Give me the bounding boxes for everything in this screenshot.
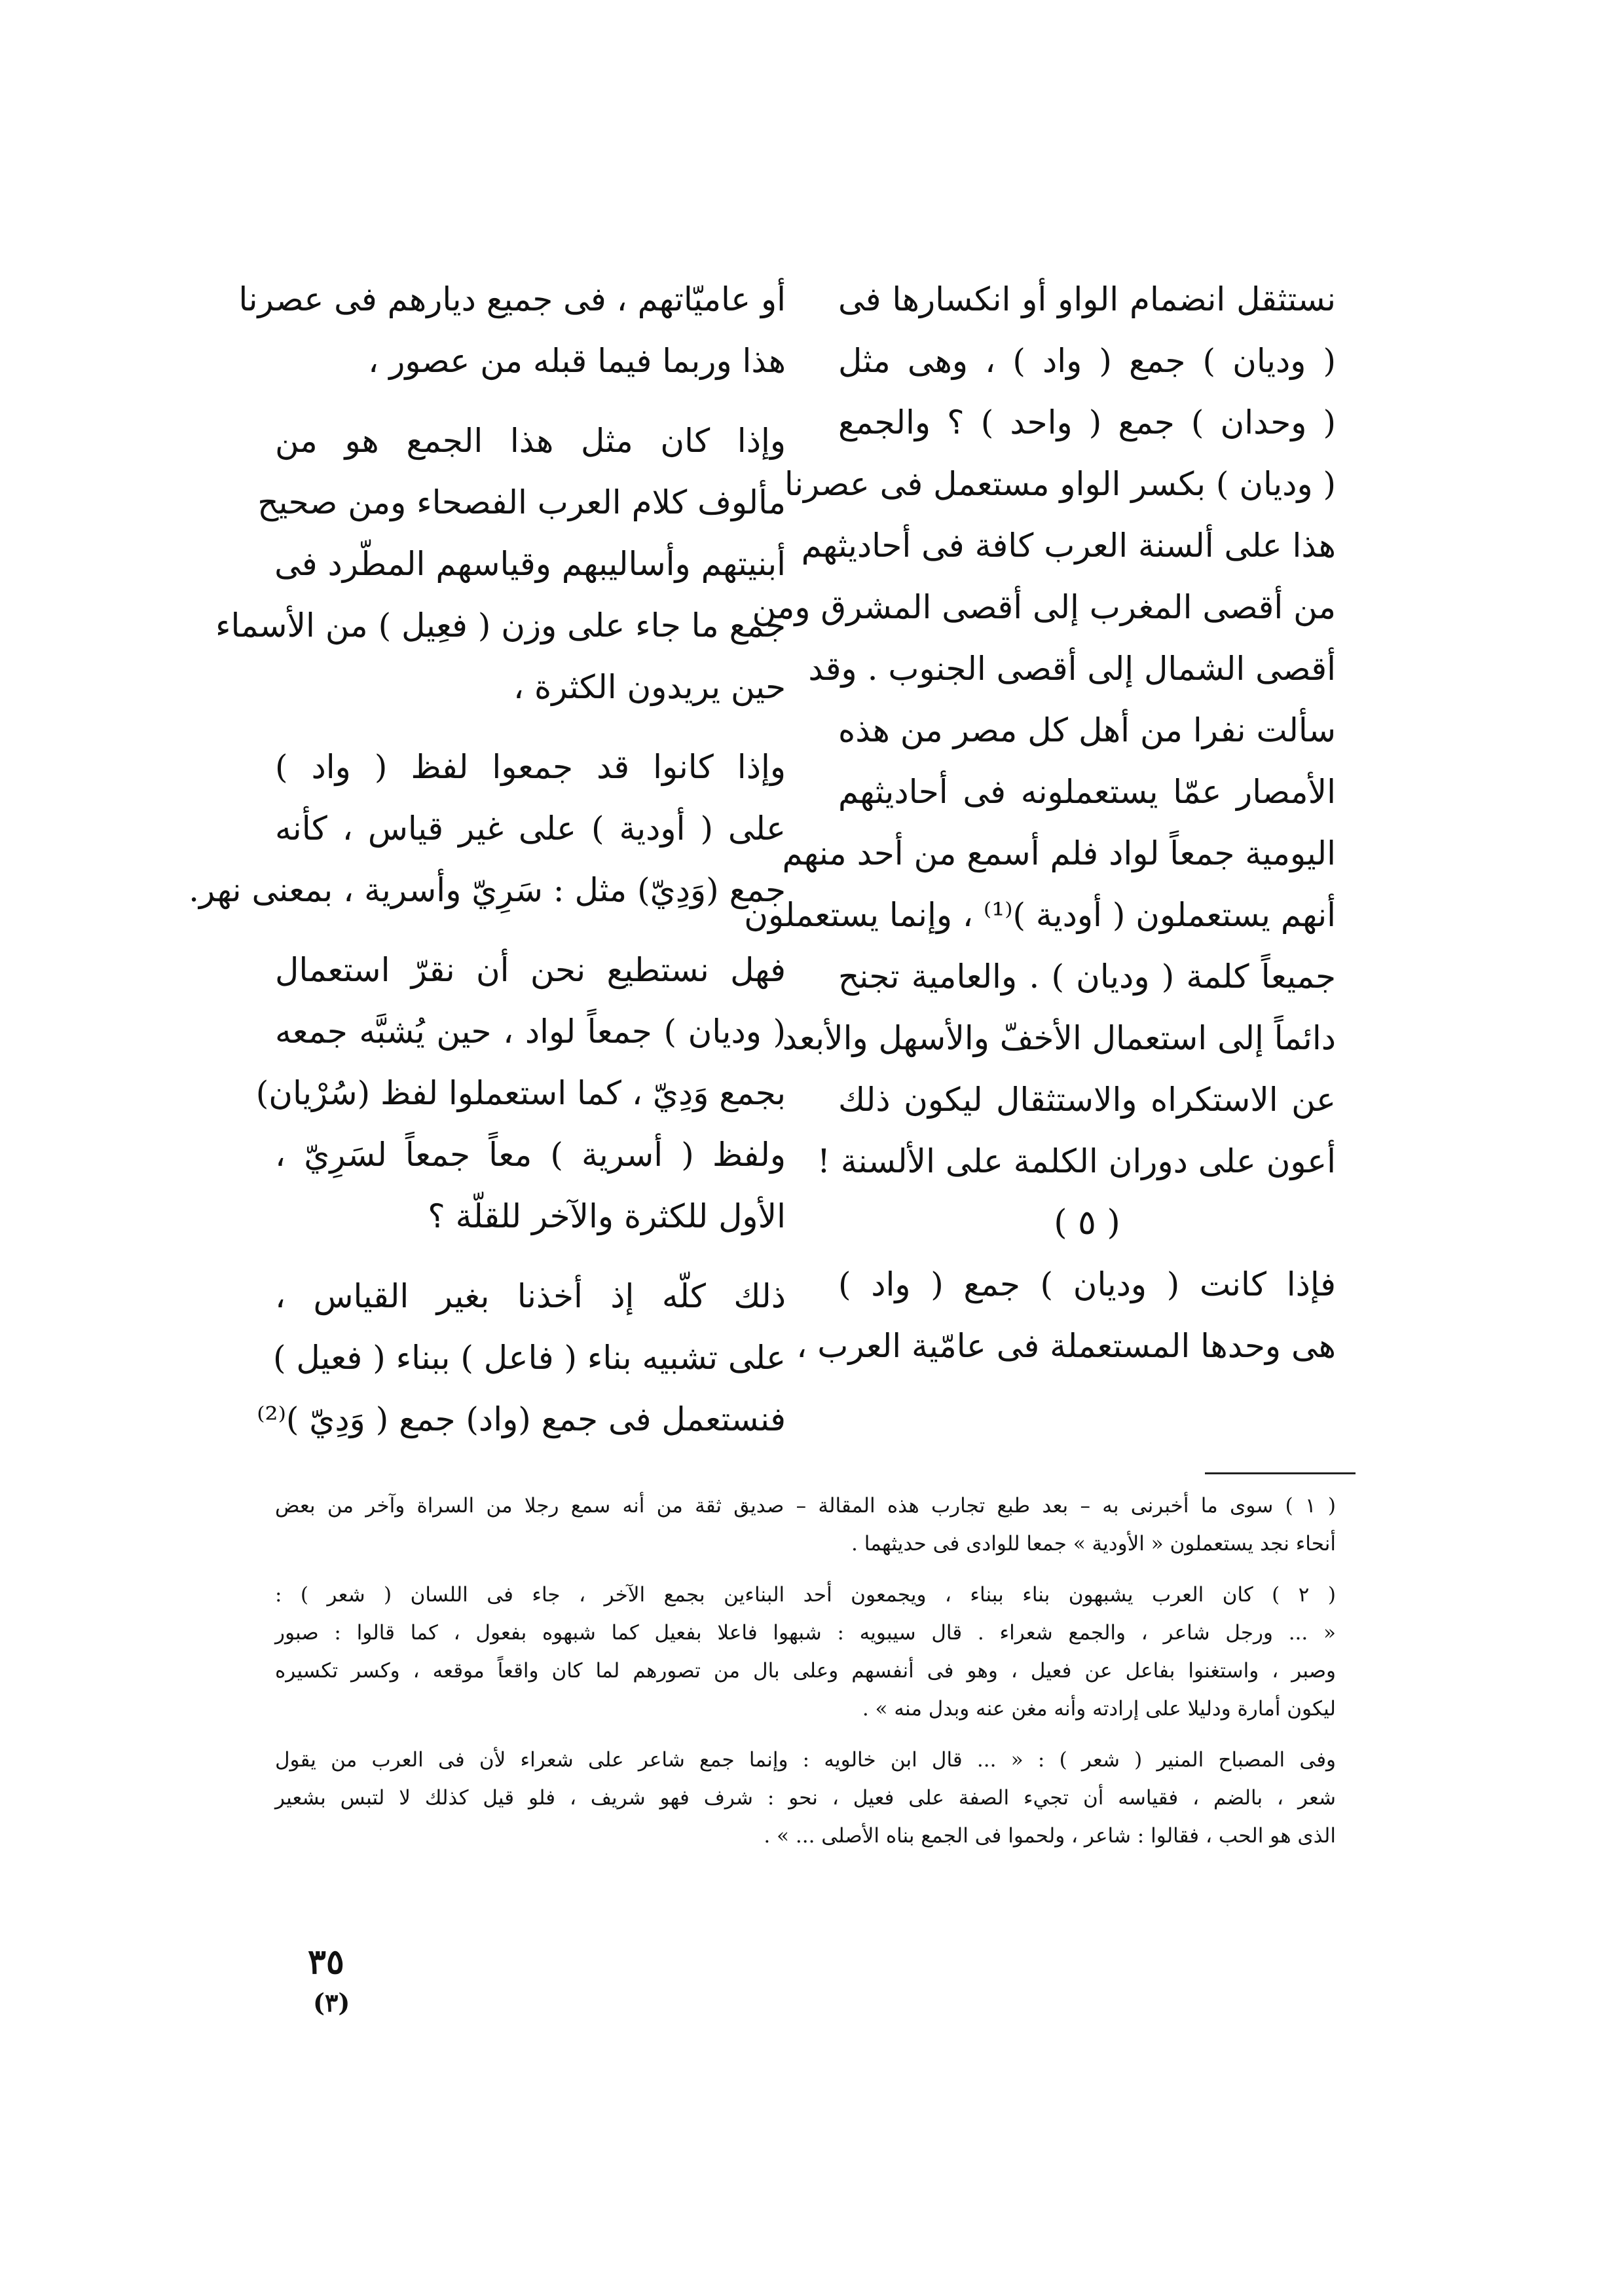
text-line: الأول للكثرة والآخر للقلّة ؟ bbox=[428, 1197, 786, 1235]
text-line: جمع (وَدِيّ) مثل : سَرِيّ وأسرية ، بمعنى نهر. bbox=[189, 871, 786, 909]
text-line: الأمصار عمّا يستعملونه فى أحاديثهم bbox=[838, 773, 1336, 811]
footnote-line: أنحاء نجد يستعملون « الأودية » جمعا للوادى فى حديثهما . bbox=[851, 1532, 1336, 1556]
footnote-line: شعر ، بالضم ، فقياسه أن تجيء الصفة على فعيل ، نحو : شرف فهو شريف ، فلو قيل كذلك لا لتبس بشعير bbox=[275, 1786, 1336, 1810]
left-para-1 bbox=[238, 269, 786, 392]
text-line: ذلك كلّه إذ أخذنا بغير القياس ، bbox=[275, 1277, 786, 1315]
signature-mark: (٣) bbox=[313, 1988, 350, 2017]
text-line: ( وديان ) جمع ( واد ) ، وهى مثل bbox=[838, 342, 1336, 380]
text-line: جميعاً كلمة ( وديان ) . والعامية تجنح bbox=[838, 958, 1336, 996]
left-para-3 bbox=[189, 736, 786, 921]
text-line: ( وديان ) بكسر الواو مستعمل فى عصرنا bbox=[784, 465, 1336, 503]
footnote-line: الذى هو الحب ، فقالوا : شاعر ، ولحموا فى الجمع بناه الأصلى ... » . bbox=[764, 1824, 1336, 1848]
text-line: من أقصى المغرب إلى أقصى المشرق ومن bbox=[752, 588, 1336, 626]
text-line: سألت نفرا من أهل كل مصر من هذه bbox=[838, 711, 1336, 749]
footnote-line: ليكون أمارة ودليلا على إرادته وأنه مغن عنه وبدل منه » . bbox=[862, 1697, 1336, 1721]
footnotes bbox=[275, 1487, 1336, 1855]
text-line: فإذا كانت ( وديان ) جمع ( واد ) bbox=[838, 1265, 1336, 1303]
text-line: هذا على ألسنة العرب كافة فى أحاديثهم bbox=[801, 527, 1336, 565]
text-line: دائماً إلى استعمال الأخفّ والأسهل والأبعد bbox=[782, 1019, 1336, 1057]
text-line: أبنيتهم وأساليبهم وقياسهم المطّرد فى bbox=[274, 545, 786, 583]
text-line: بجمع وَدِيّ ، كما استعملوا لفظ (سُرْيان) bbox=[255, 1074, 786, 1112]
text-line: اليومية جمعاً لواد فلم أسمع من أحد منهم bbox=[782, 834, 1336, 872]
footnote-3 bbox=[275, 1741, 1336, 1855]
text-line: وإذا كانوا قد جمعوا لفظ ( واد ) bbox=[275, 748, 786, 786]
right-para-2 bbox=[796, 1254, 1336, 1377]
page-number: ٣٥ bbox=[308, 1942, 344, 1982]
footnote-line: وصبر ، واستغنوا بفاعل عن فعيل ، وهو فى أنفسهم وعلى بال من تصورهم لما كان واقعاً موقعه ، وكسر تكسيره bbox=[275, 1659, 1336, 1683]
text-line: أقصى الشمال إلى أقصى الجنوب . وقد bbox=[808, 650, 1336, 688]
right-column bbox=[744, 269, 1336, 1377]
text-line: فنستعمل فى جمع (واد) جمع ( وَدِيّ )⁽²⁾ bbox=[257, 1400, 786, 1438]
footnote-2 bbox=[275, 1576, 1336, 1728]
text-line: هذا وربما فيما قبله من عصور ، bbox=[368, 342, 786, 380]
text-line: جمع ما جاء على وزن ( فعِيل ) من الأسماء bbox=[215, 606, 786, 644]
text-line: حين يريدون الكثرة ، bbox=[513, 668, 786, 706]
text-line: على ( أودية ) على غير قياس ، كأنه bbox=[275, 810, 786, 848]
left-column bbox=[189, 269, 786, 1450]
text-line: ( وحدان ) جمع ( واحد ) ؟ والجمع bbox=[838, 403, 1336, 441]
text-line: مألوف كلام العرب الفصحاء ومن صحيح bbox=[257, 483, 786, 521]
footnote-1 bbox=[275, 1487, 1336, 1563]
text-line: فهل نستطيع نحن أن نقرّ استعمال bbox=[275, 951, 786, 989]
footnote-line: ( ١ ) سوى ما أخبرنى به – بعد طبع تجارب هذه المقالة – صديق ثقة من أنه سمع رجلا من السراة وآخر من بعض bbox=[275, 1494, 1336, 1518]
text-line: عن الاستكراه والاستثقال ليكون ذلك bbox=[838, 1081, 1336, 1119]
text-line: أو عاميّاتهم ، فى جميع ديارهم فى عصرنا bbox=[238, 280, 786, 318]
footnote-divider bbox=[1205, 1472, 1356, 1474]
left-para-4 bbox=[255, 939, 786, 1247]
text-line: أنهم يستعملون ( أودية )⁽¹⁾ ، وإنما يستعملون bbox=[744, 896, 1336, 934]
left-para-2 bbox=[215, 410, 786, 718]
footnote-line: ( ٢ ) كان العرب يشبهون بناء ببناء ، ويجمعون أحد البناءين بجمع الآخر ، جاء فى اللسان ( شعر ) : bbox=[275, 1583, 1336, 1607]
text-line: ولفظ ( أسرية ) معاً جمعاً لسَرِيّ ، bbox=[275, 1136, 786, 1174]
text-line: نستثقل انضمام الواو أو انكسارها فى bbox=[838, 280, 1336, 318]
left-para-5 bbox=[257, 1265, 786, 1450]
footnote-line: « ... ورجل شاعر ، والجمع شعراء . قال سيبويه : شبهوا فاعلا بفعيل كما شبهوه بفعول ، كما قالوا : صبور bbox=[275, 1621, 1336, 1645]
right-para-1 bbox=[744, 269, 1336, 1192]
text-line: ( وديان ) جمعاً لواد ، حين يُشبَّه جمعه bbox=[275, 1013, 786, 1051]
text-line: هى وحدها المستعملة فى عامّية العرب ، bbox=[796, 1327, 1336, 1365]
text-line: وإذا كان مثل هذا الجمع هو من bbox=[275, 422, 786, 460]
text-line: أعون على دوران الكلمة على الألسنة ! bbox=[817, 1142, 1336, 1180]
footnote-line: وفى المصباح المنير ( شعر ) : « ... قال ابن خالويه : وإنما جمع شاعر على شعراء لأن فى العرب من يقول bbox=[275, 1748, 1336, 1772]
text-line: على تشبيه بناء ( فاعل ) ببناء ( فعيل ) bbox=[272, 1339, 786, 1377]
section-number: ( ٥ ) bbox=[1054, 1203, 1120, 1242]
